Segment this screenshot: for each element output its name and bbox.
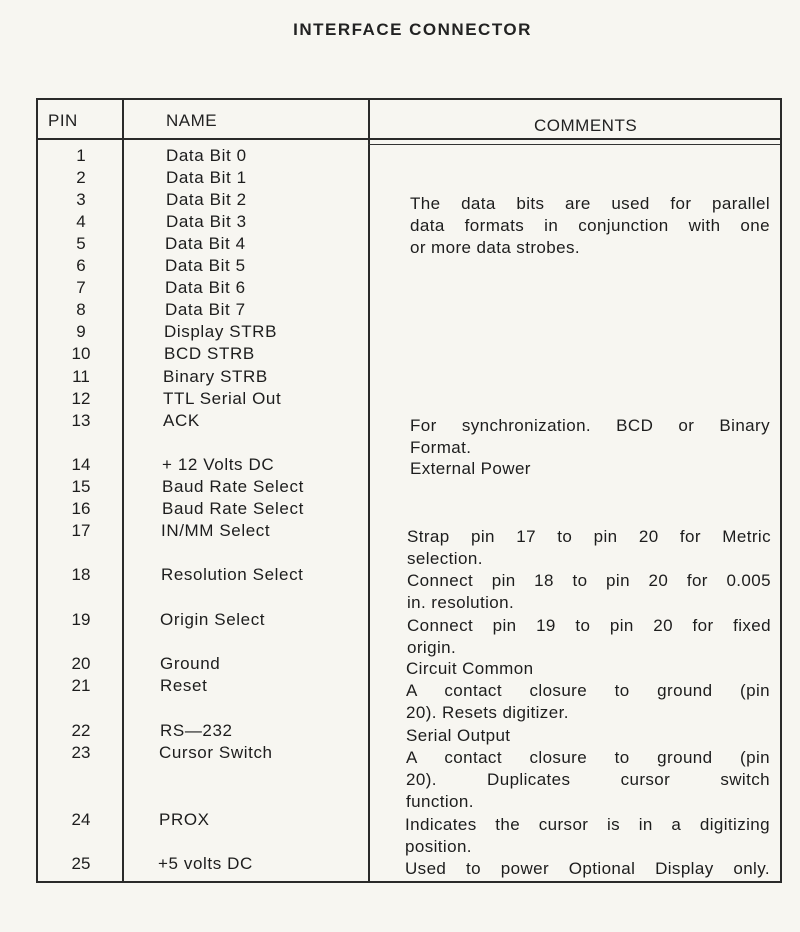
pin-number: 10 [71, 344, 91, 363]
pin-number: 22 [71, 721, 91, 740]
comment-line: function. [406, 792, 474, 811]
pin-number: 8 [76, 300, 86, 319]
pin-number: 16 [71, 499, 91, 518]
pin-name: Data Bit 2 [166, 190, 247, 209]
comment-resolution [407, 570, 771, 614]
comment-display [405, 858, 770, 880]
pin-number: 9 [76, 322, 86, 341]
comment-line: Strap pin 17 to pin 20 for Metric [407, 527, 771, 546]
pin-name: Baud Rate Select [162, 477, 304, 496]
header-pin: PIN [48, 111, 78, 130]
pin-number: 6 [76, 256, 86, 275]
pin-name: IN/MM Select [161, 521, 271, 540]
comment-line: Indicates the cursor is in a digitizing [405, 815, 770, 834]
pin-number: 17 [71, 521, 91, 540]
pin-number: 20 [71, 654, 91, 673]
comment-line: For synchronization. BCD or Binary [410, 416, 770, 435]
comment-line: Serial Output [406, 726, 511, 745]
pin-number: 18 [71, 565, 91, 584]
pin-name: TTL Serial Out [163, 389, 282, 408]
comment-reset [406, 680, 770, 724]
pin-number: 14 [71, 455, 91, 474]
comment-ack [410, 415, 770, 459]
comment-line: in. resolution. [407, 593, 515, 612]
pin-number: 4 [76, 212, 86, 231]
comment-line: data formats in conjunction with one [410, 216, 770, 235]
pin-name: Display STRB [164, 322, 278, 341]
comment-power [410, 458, 770, 480]
pin-name: Reset [160, 676, 208, 695]
pin-number: 24 [71, 810, 91, 829]
comment-line: External Power [410, 459, 531, 478]
pin-name: Binary STRB [163, 367, 268, 386]
pin-name: Data Bit 0 [166, 146, 247, 165]
pin-name: Data Bit 3 [166, 212, 247, 231]
header-name: NAME [166, 111, 218, 130]
comment-line: A contact closure to ground (pin [406, 681, 770, 700]
comment-line: or more data strobes. [410, 238, 580, 257]
pin-name: Data Bit 1 [166, 168, 247, 187]
column-divider-name [368, 100, 370, 881]
pin-name: RS—232 [160, 721, 233, 740]
pin-name: BCD STRB [164, 344, 255, 363]
comment-line: 20). Resets digitizer. [406, 703, 569, 722]
comment-rs232 [406, 725, 766, 747]
pin-name: ACK [163, 411, 200, 430]
comment-line: origin. [407, 638, 457, 657]
comment-line: Connect pin 19 to pin 20 for fixed [407, 616, 771, 635]
pin-number: 25 [71, 854, 91, 873]
pin-name: Cursor Switch [159, 743, 273, 762]
pin-name: Ground [160, 654, 221, 673]
comment-origin [407, 615, 771, 659]
comment-data-bits [410, 193, 770, 259]
pin-name: Data Bit 7 [165, 300, 246, 319]
comment-line: A contact closure to ground (pin [406, 748, 770, 767]
pin-number: 7 [76, 278, 86, 297]
comment-cursor [406, 747, 770, 813]
comment-line: Format. [410, 438, 472, 457]
pin-number: 5 [76, 234, 86, 253]
pin-number: 19 [71, 610, 91, 629]
pin-name: Data Bit 5 [165, 256, 246, 275]
header-comments: COMMENTS [534, 116, 638, 135]
pin-name: Data Bit 6 [165, 278, 246, 297]
pin-number: 21 [71, 676, 91, 695]
pin-number: 2 [76, 168, 86, 187]
pin-number: 15 [71, 477, 91, 496]
comment-line: Connect pin 18 to pin 20 for 0.005 [407, 571, 771, 590]
pin-name: Data Bit 4 [165, 234, 246, 253]
pin-name: Baud Rate Select [162, 499, 304, 518]
pin-name: Origin Select [160, 610, 266, 629]
comment-line: selection. [407, 549, 483, 568]
pin-name: PROX [159, 810, 210, 829]
comment-line: The data bits are used for parallel [410, 194, 770, 213]
interface-connector-table [36, 98, 782, 883]
pin-name: + 12 Volts DC [162, 455, 275, 474]
comment-line: 20). Duplicates cursor switch [406, 770, 770, 789]
comment-inmm [407, 526, 771, 570]
page-title: INTERFACE CONNECTOR [293, 20, 532, 39]
pin-number: 3 [76, 190, 86, 209]
pin-number: 12 [71, 389, 91, 408]
header-divider-secondary [368, 144, 780, 145]
pin-name: Resolution Select [161, 565, 304, 584]
pin-number: 23 [71, 743, 91, 762]
pin-number: 13 [71, 411, 91, 430]
comment-prox [405, 814, 770, 858]
pin-number: 1 [76, 146, 86, 165]
comment-line: Circuit Common [406, 659, 534, 678]
comment-ground [406, 658, 766, 680]
comment-line: Used to power Optional Display only. [405, 859, 770, 878]
pin-name: +5 volts DC [158, 854, 253, 873]
comment-line: position. [405, 837, 472, 856]
header-divider [38, 138, 780, 140]
pin-number: 11 [72, 367, 90, 386]
